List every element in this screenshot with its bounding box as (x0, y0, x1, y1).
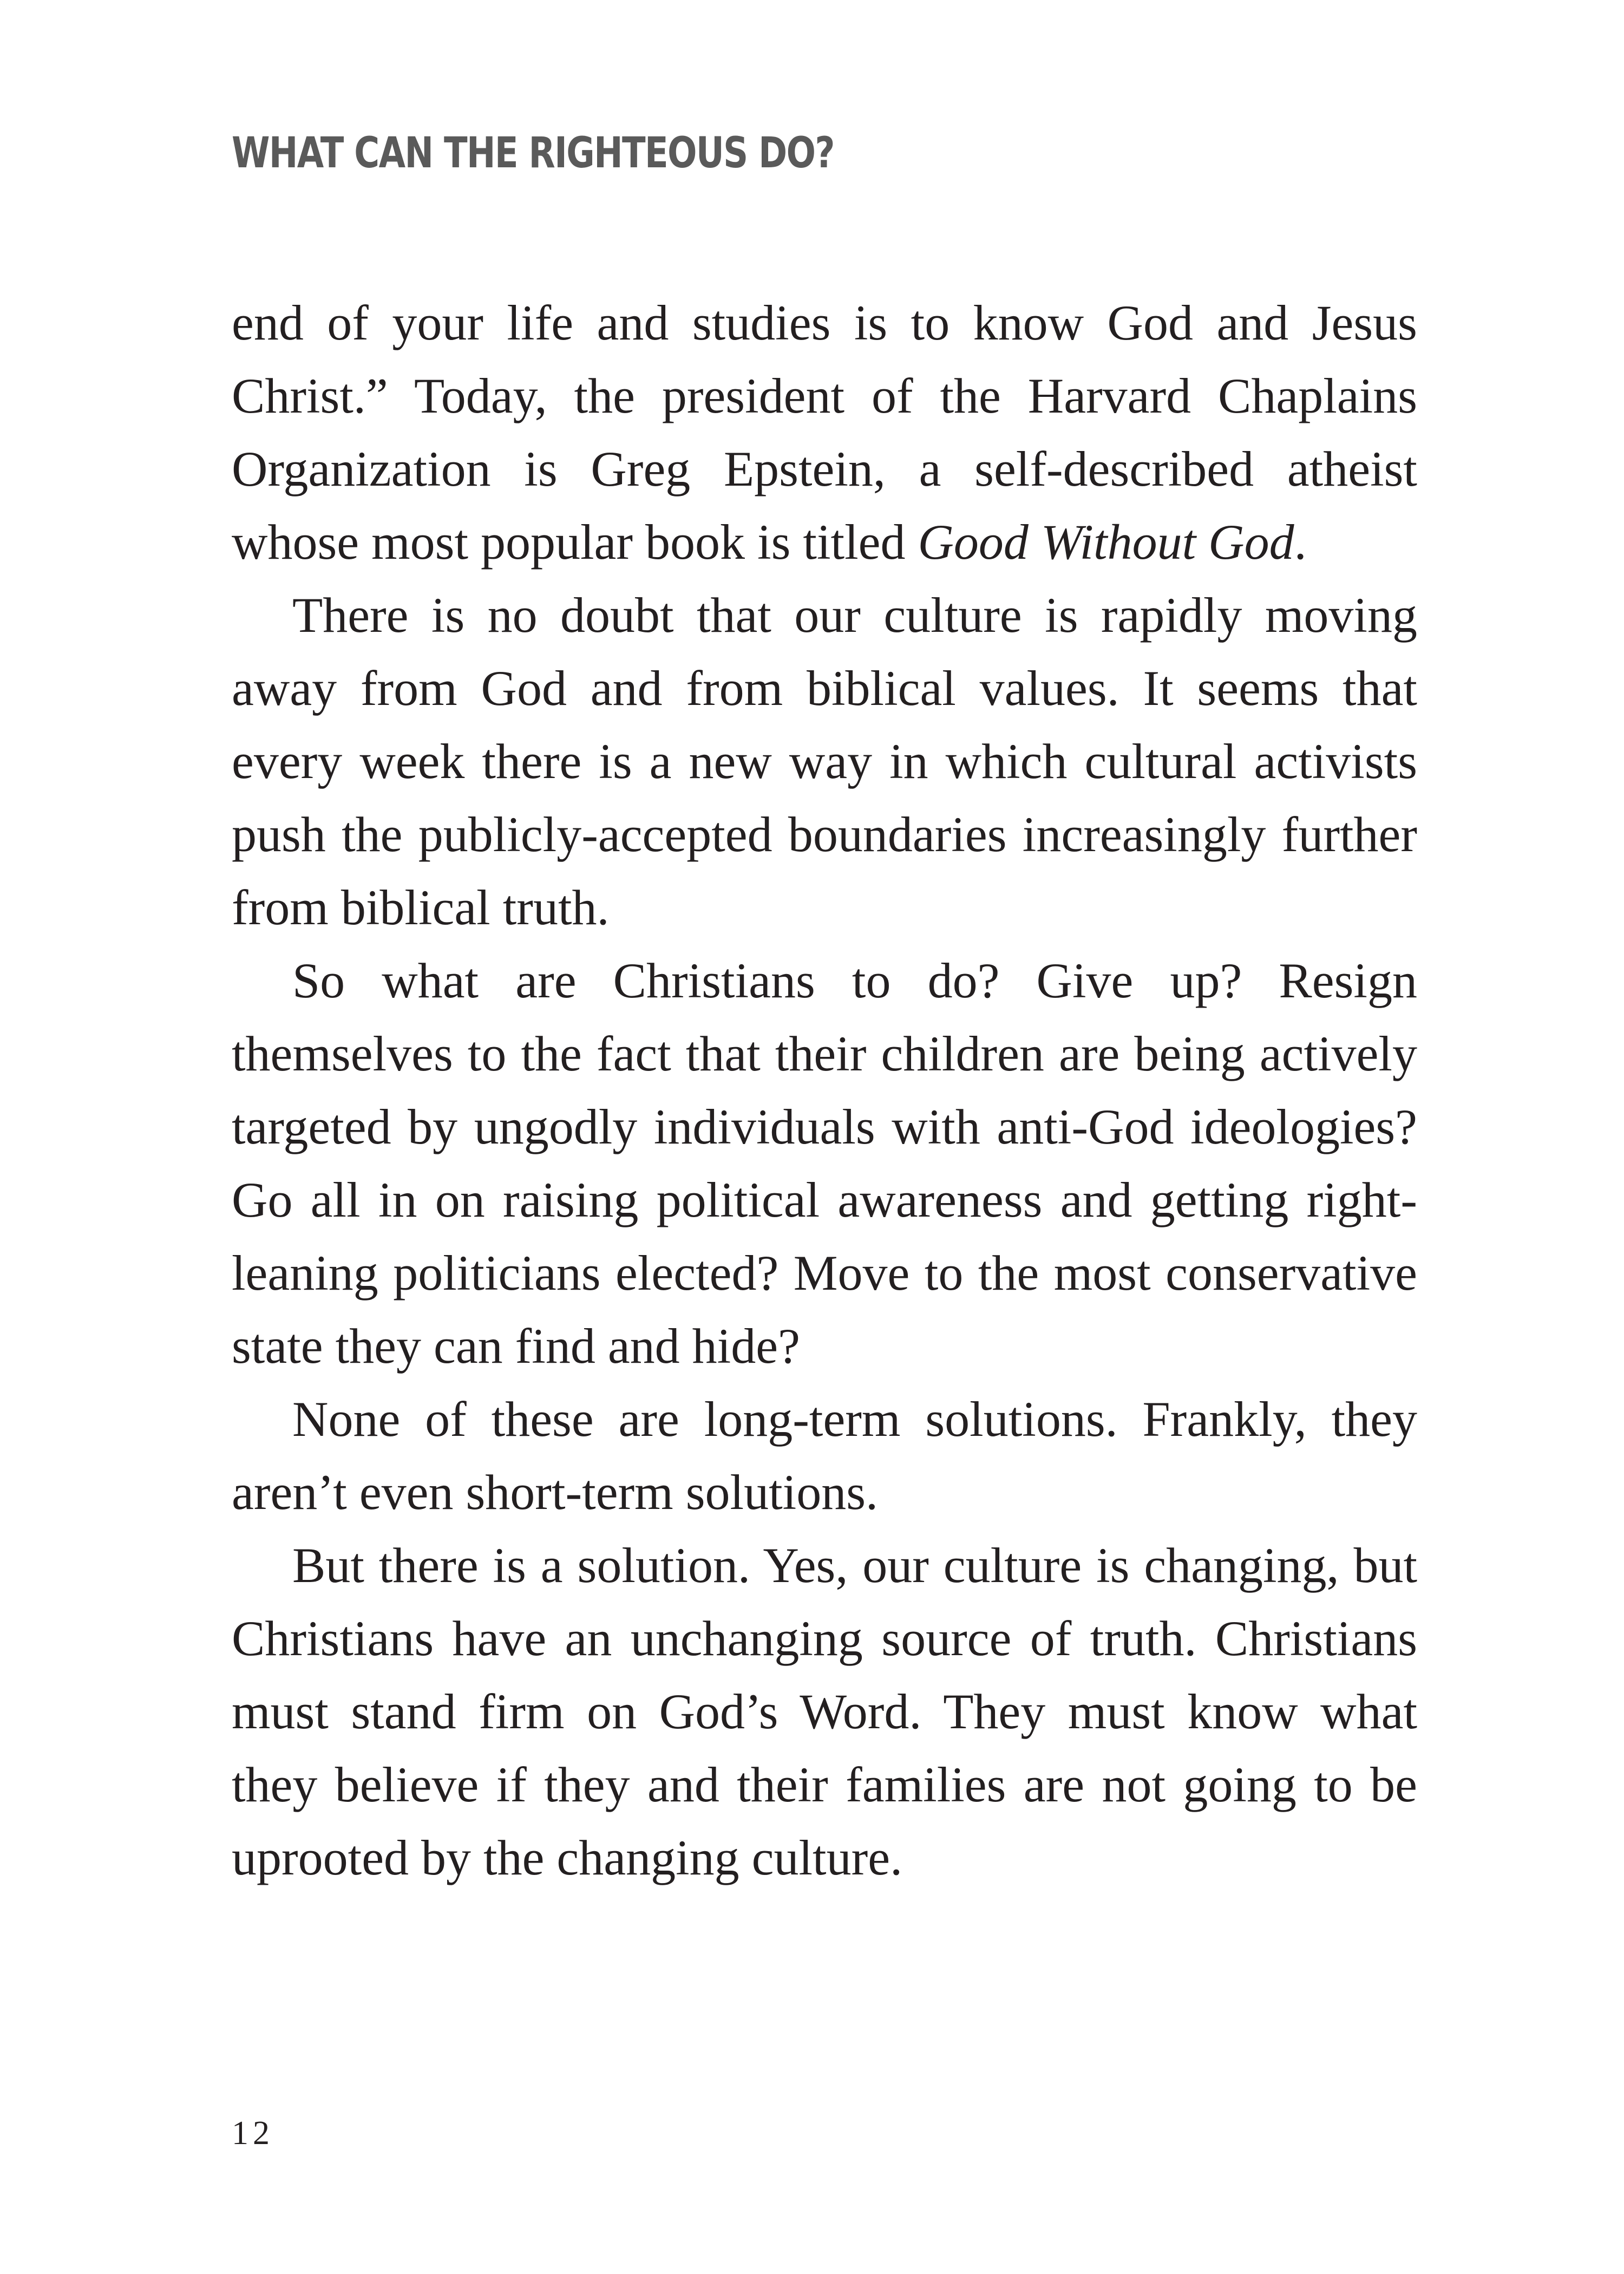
page-number: 12 (232, 2115, 274, 2152)
paragraph-1-end: . (1294, 514, 1307, 570)
running-head: WHAT CAN THE RIGHTEOUS DO? (232, 129, 834, 178)
book-title: Good Without God (918, 514, 1294, 570)
paragraph-3: So what are Christians to do? Give up? Resign themselves to the fact that their children are being actively targeted by ungodly individuals with anti-God ideologies? Go all in on raising political awareness and getting right-leaning politicians elected? Move to the most conservative state they can find and hide? (232, 953, 1417, 1374)
paragraph-4: None of these are long-term solutions. Frankly, they aren’t even short-term solutions. (232, 1391, 1417, 1520)
paragraph-5: But there is a solution. Yes, our culture is changing, but Christians have an unchanging source of truth. Christians must stand firm on God’s Word. They must know what they believe if they and their families are not going to be uprooted by the changing culture. (232, 1538, 1417, 1885)
body-text (232, 286, 1417, 1894)
paragraph-1 (232, 286, 1417, 579)
paragraph-1-text: end of your life and studies is to know God and Jesus Christ.” Today, the president of the Harvard Chaplains Organization is Greg Epstein, a self-described atheist whose most popular book is titled (232, 295, 1417, 570)
paragraph-2: There is no doubt that our culture is rapidly moving away from God and from biblical values. It seems that every week there is a new way in which cultural activists push the publicly-accepted boundaries increasingly further from biblical truth. (232, 587, 1417, 935)
